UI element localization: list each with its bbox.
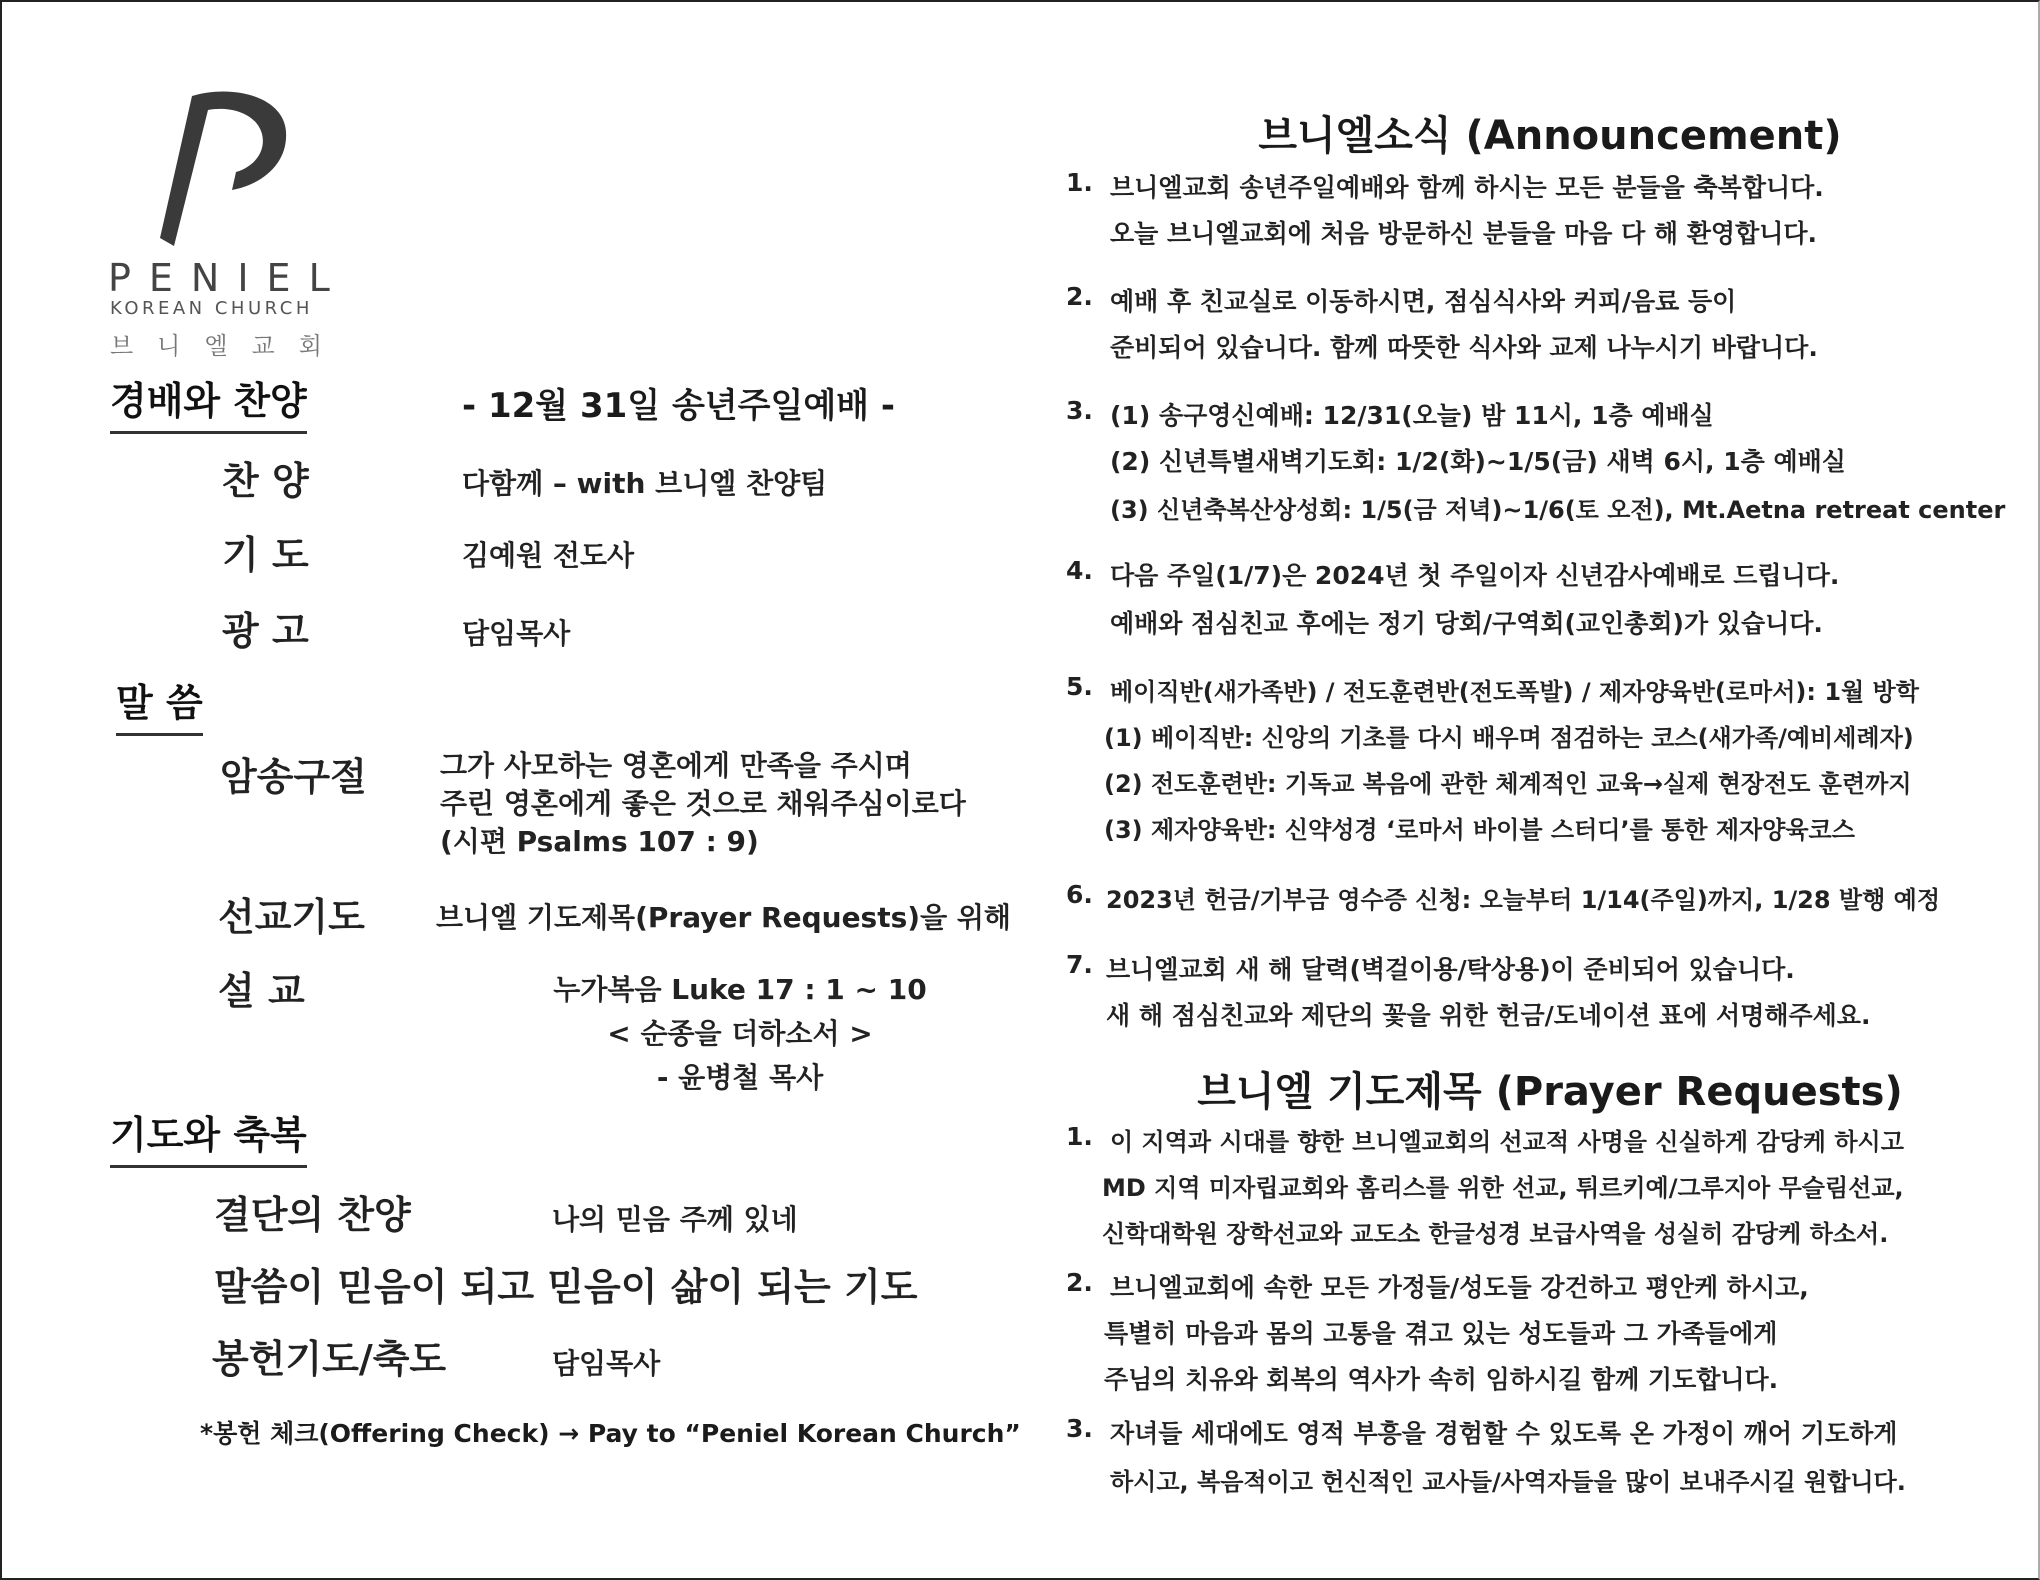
announcement-line: (2) 전도훈련반: 기독교 복음에 관한 체계적인 교육→실제 현장전도 훈련까지 (1104, 770, 1912, 798)
worship-item-label: 기 도 (222, 533, 309, 577)
announcement-line: (1) 베이직반: 신앙의 기초를 다시 배우며 점검하는 코스(새가족/예비세례자) (1104, 724, 1914, 752)
prayer-request-line: MD 지역 미자립교회와 홈리스를 위한 선교, 튀르키예/그루지아 무슬림선교, (1102, 1174, 1904, 1202)
announcement-line: 2023년 헌금/기부금 영수증 신청: 오늘부터 1/14(주일)까지, 1/28 발행 예정 (1106, 886, 1941, 914)
announcement-line: (3) 제자양육반: 신약성경 ‘로마서 바이블 스터디’를 통한 제자양육코스 (1104, 816, 1855, 844)
mission-prayer-label: 선교기도 (218, 895, 365, 939)
sermon-label: 설 교 (218, 969, 305, 1013)
prayer-request-line: 특별히 마음과 몸의 고통을 겪고 있는 성도들과 그 가족들에게 (1104, 1319, 1778, 1348)
logo-subtitle-en: KOREAN CHURCH (110, 298, 313, 319)
announcement-number: 5. (1066, 672, 1093, 701)
prayer-request-number: 2. (1066, 1268, 1093, 1297)
logo-name-en: PENIEL (108, 256, 348, 300)
announcement-line: (1) 송구영신예배: 12/31(오늘) 밤 11시, 1층 예배실 (1110, 401, 1714, 430)
offering-label: 봉헌기도/축도 (212, 1337, 447, 1381)
announcement-line: 준비되어 있습니다. 함께 따뜻한 식사와 교제 나누시기 바랍니다. (1110, 333, 1818, 362)
memory-verse-line: 주린 영혼에게 좋은 것으로 채워주심이로다 (440, 787, 966, 820)
blessing-heading: 기도와 축복 (110, 1104, 307, 1168)
worship-item-value: 담임목사 (462, 617, 571, 650)
announcement-line: 브니엘교회 새 해 달력(벽걸이용/탁상용)이 준비되어 있습니다. (1106, 955, 1795, 984)
announcement-number: 7. (1066, 950, 1093, 979)
prayer-request-line: 자녀들 세대에도 영적 부흥을 경험할 수 있도록 온 가정이 깨어 기도하게 (1110, 1419, 1898, 1448)
worship-item-value: 김예원 전도사 (462, 539, 635, 572)
announcement-title: 브니엘소식 (Announcement) (1258, 113, 1842, 159)
response-song-value: 나의 믿음 주께 있네 (552, 1203, 798, 1236)
worship-heading: 경배와 찬양 (110, 370, 307, 434)
worship-item-value: 다함께 – with 브니엘 찬양팀 (462, 467, 828, 500)
announcement-line: 브니엘교회 송년주일예배와 함께 하시는 모든 분들을 축복합니다. (1110, 173, 1824, 202)
prayer-requests-title: 브니엘 기도제목 (Prayer Requests) (1197, 1069, 1903, 1115)
offering-value: 담임목사 (552, 1347, 661, 1380)
sermon-scripture: 누가복음 Luke 17 : 1 ~ 10 (553, 973, 927, 1006)
word-heading: 말 씀 (116, 672, 203, 736)
sermon-preacher: - 윤병철 목사 (656, 1061, 824, 1094)
memory-verse-line: 그가 사모하는 영혼에게 만족을 주시며 (440, 749, 912, 782)
announcement-line: (3) 신년축복산상성회: 1/5(금 저녁)~1/6(토 오전), Mt.Aetna retreat center (1110, 496, 2006, 524)
prayer-line: 말씀이 믿음이 되고 믿음이 삶이 되는 기도 (214, 1265, 918, 1309)
prayer-request-line: 신학대학원 장학선교와 교도소 한글성경 보급사역을 성실히 감당케 하소서. (1102, 1220, 1889, 1248)
sermon-title: < 순종을 더하소서 > (607, 1017, 873, 1050)
announcement-line: 예배와 점심친교 후에는 정기 당회/구역회(교인총회)가 있습니다. (1110, 609, 1823, 638)
prayer-request-line: 주님의 치유와 회복의 역사가 속히 임하시길 함께 기도합니다. (1104, 1365, 1779, 1394)
offering-check-note: *봉헌 체크(Offering Check) → Pay to “Peniel Korean Church” (200, 1419, 1021, 1448)
prayer-request-line: 이 지역과 시대를 향한 브니엘교회의 선교적 사명을 신실하게 감당케 하시고 (1110, 1128, 1904, 1156)
announcement-number: 4. (1066, 556, 1093, 585)
logo-name-ko: 브니엘교회 (110, 332, 346, 360)
prayer-request-number: 1. (1066, 1122, 1093, 1151)
service-title: - 12월 31일 송년주일예배 - (462, 386, 895, 426)
announcement-line: 다음 주일(1/7)은 2024년 첫 주일이자 신년감사예배로 드립니다. (1110, 561, 1840, 590)
announcement-line: 새 해 점심친교와 제단의 꽃을 위한 헌금/도네이션 표에 서명해주세요. (1106, 1001, 1871, 1030)
worship-item-label: 광 고 (222, 609, 309, 653)
peniel-logo-icon (152, 88, 292, 248)
announcement-line: (2) 신년특별새벽기도회: 1/2(화)~1/5(금) 새벽 6시, 1층 예배실 (1110, 447, 1846, 476)
memory-verse-label: 암송구절 (220, 755, 367, 799)
mission-prayer-value: 브니엘 기도제목(Prayer Requests)을 위해 (436, 901, 1011, 934)
memory-verse-reference: (시편 Psalms 107 : 9) (440, 825, 759, 858)
announcement-number: 1. (1066, 168, 1093, 197)
announcement-line: 베이직반(새가족반) / 전도훈련반(전도폭발) / 제자양육반(로마서): 1월 방학 (1110, 678, 1919, 706)
announcement-number: 3. (1066, 396, 1093, 425)
announcement-line: 오늘 브니엘교회에 처음 방문하신 분들을 마음 다 해 환영합니다. (1110, 219, 1818, 248)
announcement-number: 2. (1066, 282, 1093, 311)
announcement-line: 예배 후 친교실로 이동하시면, 점심식사와 커피/음료 등이 (1110, 287, 1737, 316)
announcement-number: 6. (1066, 880, 1093, 909)
prayer-request-line: 하시고, 복음적이고 헌신적인 교사들/사역자들을 많이 보내주시길 원합니다. (1110, 1468, 1906, 1496)
prayer-request-number: 3. (1066, 1414, 1093, 1443)
prayer-request-line: 브니엘교회에 속한 모든 가정들/성도들 강건하고 평안케 하시고, (1110, 1273, 1809, 1302)
worship-item-label: 찬 양 (222, 459, 309, 503)
response-song-label: 결단의 찬양 (214, 1193, 411, 1237)
